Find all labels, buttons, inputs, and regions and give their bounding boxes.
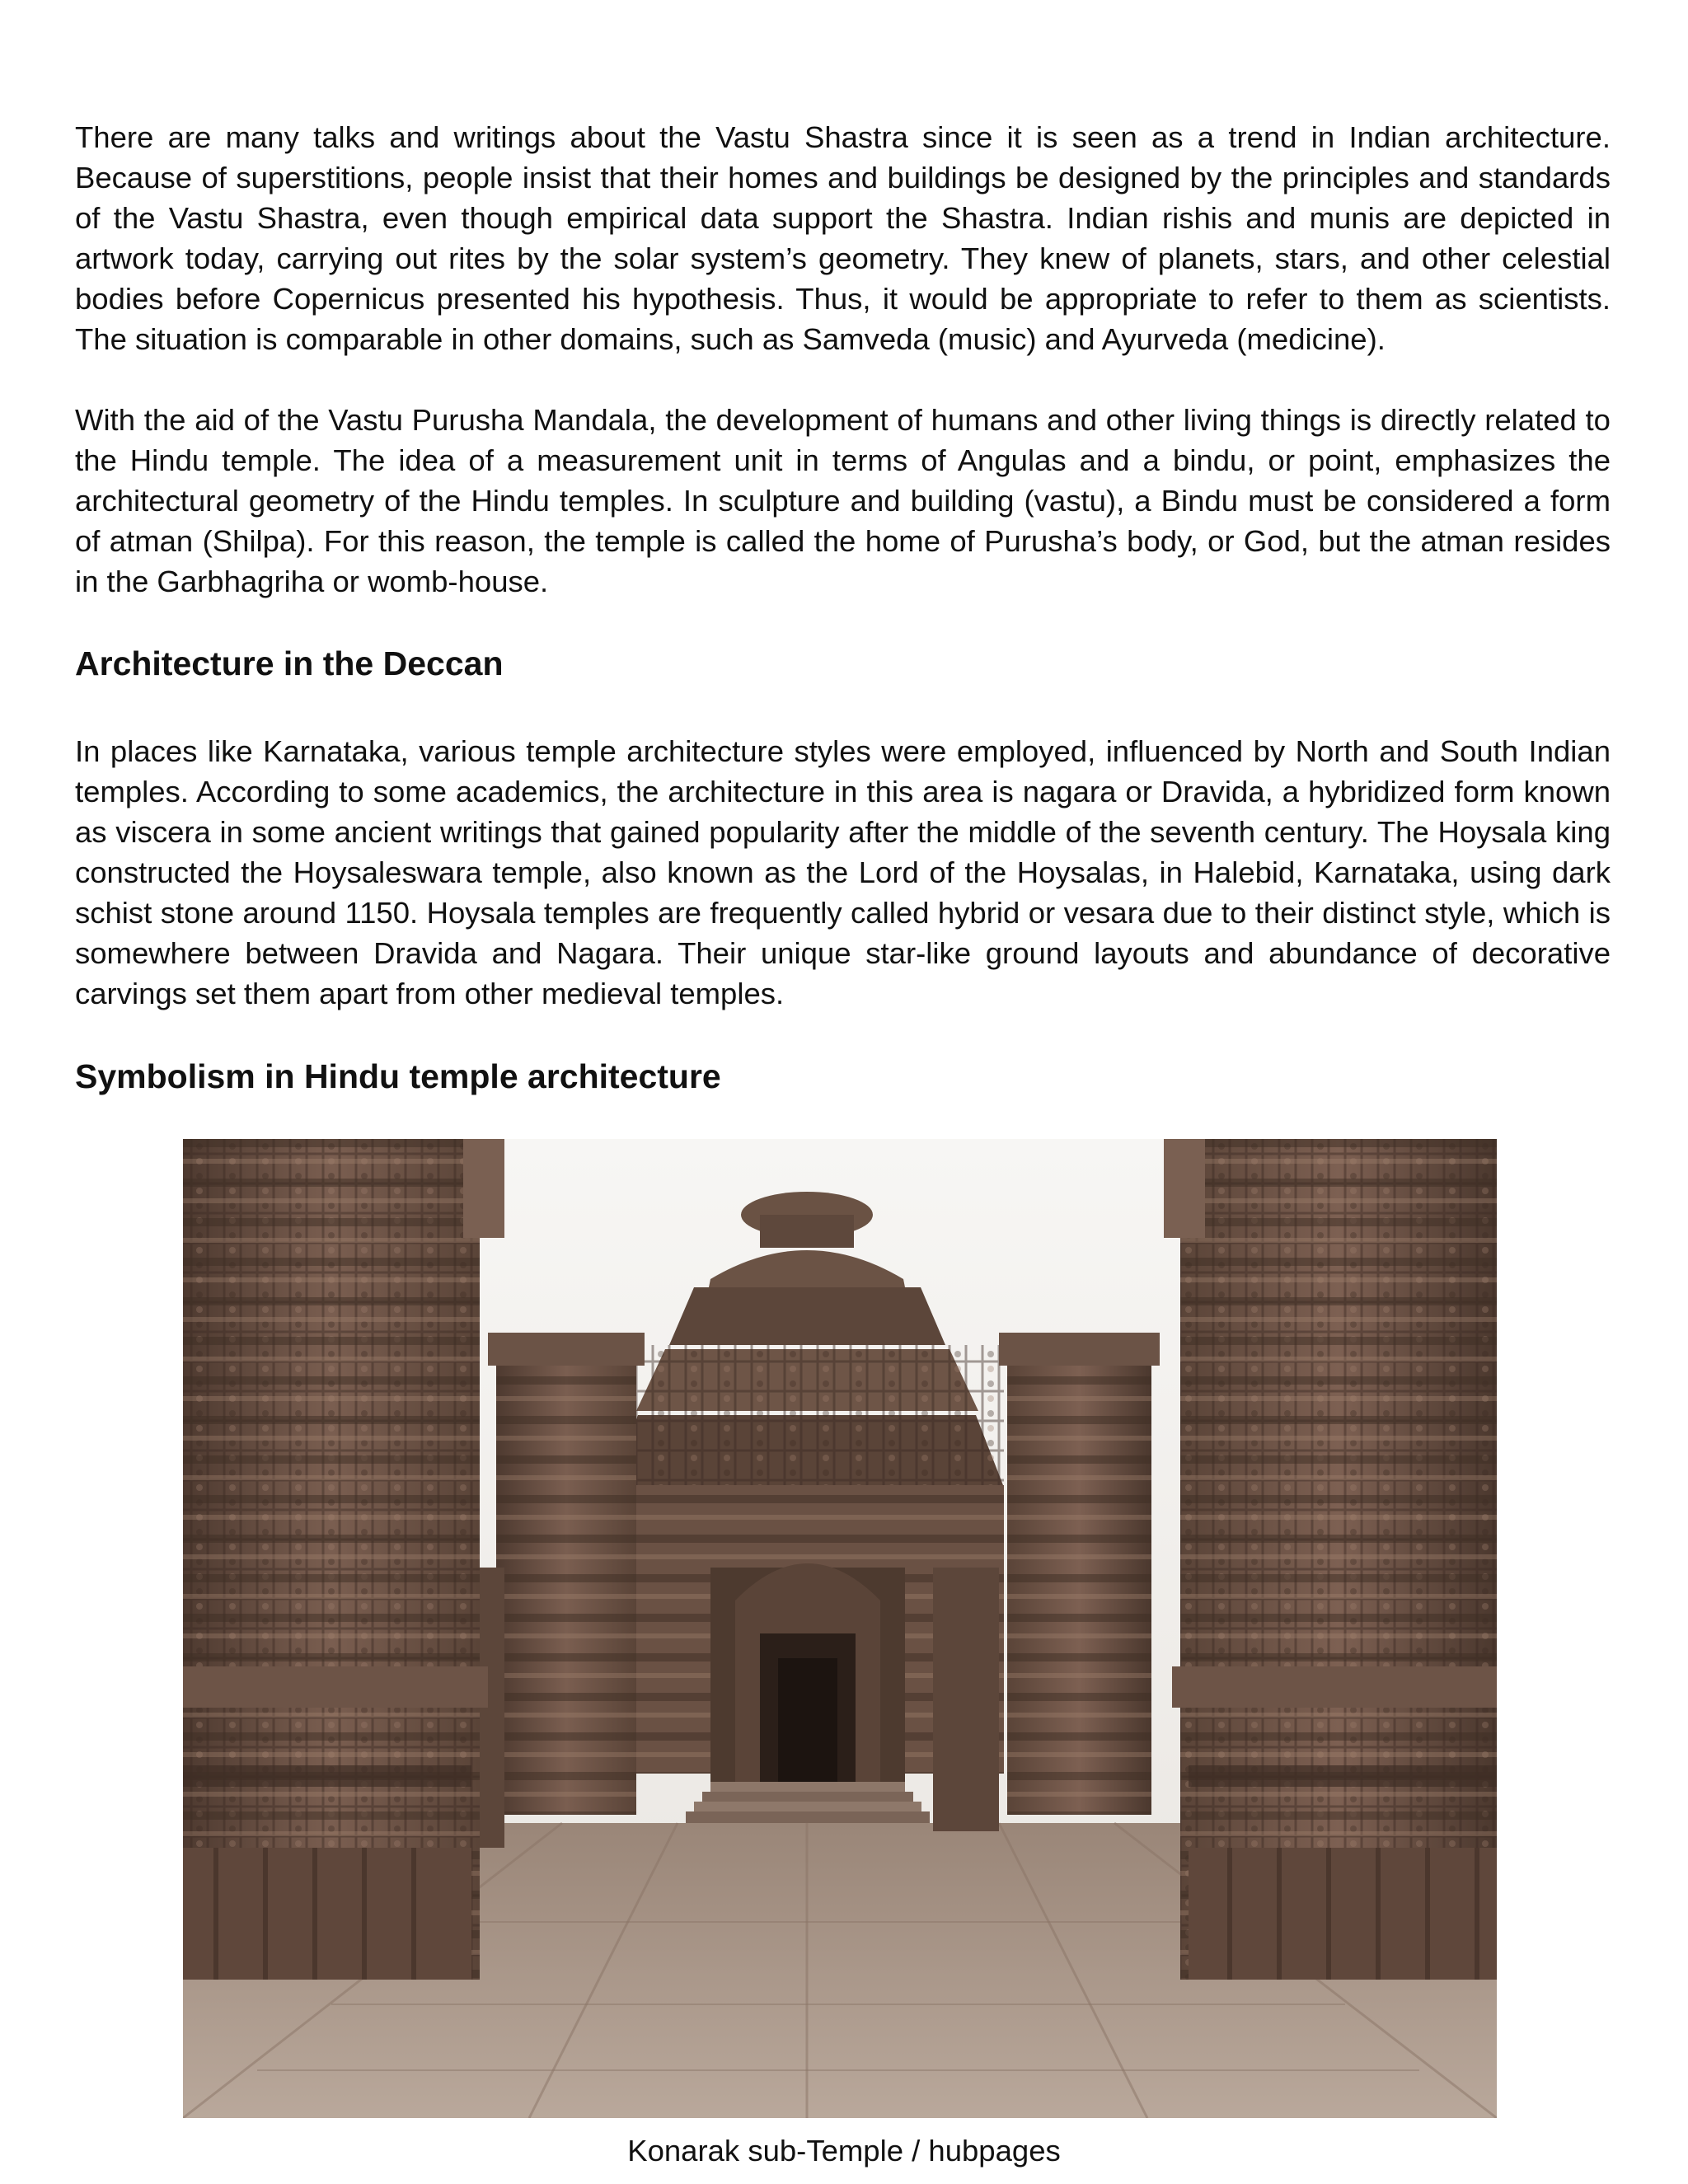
left-front-pillar (183, 1139, 504, 1980)
mandala-paragraph: With the aid of the Vastu Purusha Mandala, the development of humans and other living things is directly related to the Hindu temple. The idea of a measurement unit in terms of Angulas and a bindu, or point, emphasizes the architectural geometry of the Hindu temples. In sculpture and building (vastu), a Bindu must be considered a form of atman (Shilpa). For this reason, the temple is called the home of Purusha’s body, or God, but the atman resides in the Garbhagriha or womb-house. (75, 403, 1611, 598)
figure-caption: Konarak sub-Temple / hubpages (627, 2134, 1061, 2168)
temple-photo (183, 1139, 1497, 2118)
right-front-pillar (1164, 1139, 1497, 1980)
temple-photo-illustration (183, 1139, 1497, 2118)
section-heading-symbolism: Symbolism in Hindu temple architecture (75, 1057, 721, 1095)
deccan-paragraph: In places like Karnataka, various temple architecture styles were employed, influenced by North and South Indian temples. According to some academics, the architecture in this area is nagara or Dravida, a hybridized form known as viscera in some ancient writings that gained popularity after the middle of the seventh century. The Hoysala king constructed the Hoysaleswara temple, also known as the Lord of the Hoysalas, in Halebid, Karnataka, using dark schist stone around 1150. Hoysala temples are frequently called hybrid or vesara due to their distinct style, which is somewhere between Dravida and Nagara. Their unique star-like ground layouts and abundance of decorative carvings set them apart from other medieval temples. (75, 734, 1611, 1010)
intro-paragraph: There are many talks and writings about the Vastu Shastra since it is seen as a trend in Indian architecture. Because of superstitions, people insist that their homes and buildings be designed by the principles and standards of the Vastu Shastra, even though empirical data support the Shastra. Indian rishis and munis are depicted in artwork today, carrying out rites by the solar system’s geometry. They knew of planets, stars, and other celestial bodies before Copernicus presented his hypothesis. Thus, it would be appropriate to refer to them as scientists. The situation is comparable in other domains, such as Samveda (music) and Ayurveda (medicine). (75, 120, 1611, 356)
section-heading-deccan: Architecture in the Deccan (75, 644, 504, 682)
